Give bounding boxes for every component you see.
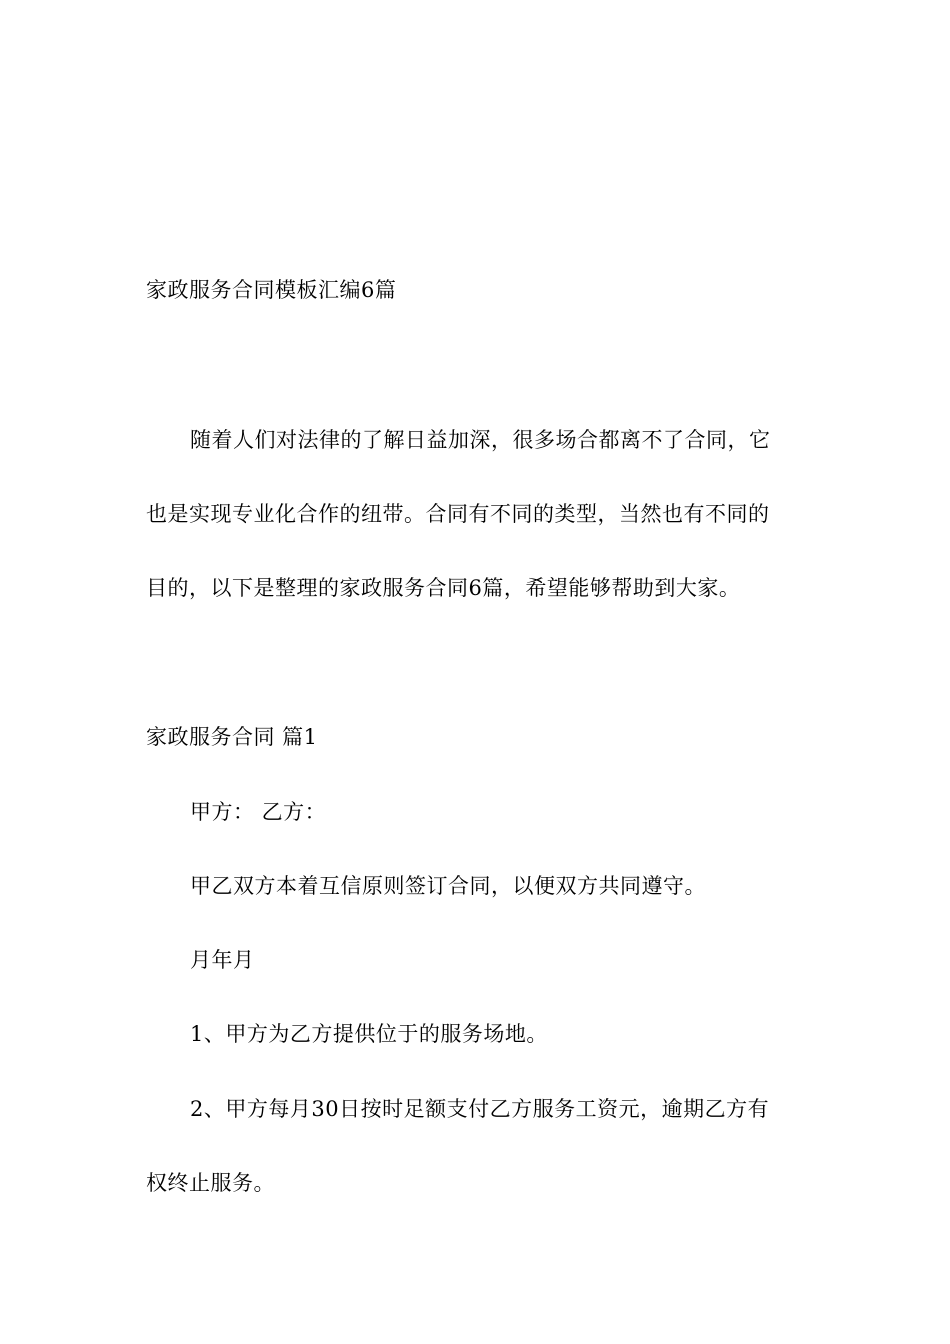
intro-line-2: 也是实现专业化合作的纽带。合同有不同的类型，当然也有不同的 xyxy=(146,502,770,526)
parties-line: 甲方： 乙方： xyxy=(190,800,327,824)
document-title: 家政服务合同模板汇编6篇 xyxy=(146,278,397,302)
dates-line: 月年月 xyxy=(190,948,255,972)
intro-line-1: 随着人们对法律的了解日益加深，很多场合都离不了合同，它 xyxy=(190,428,771,452)
purpose-line: 甲乙双方本着互信原则签订合同，以便双方共同遵守。 xyxy=(190,874,706,898)
clause-2-line-2: 权终止服务。 xyxy=(146,1171,275,1195)
intro-line-3: 目的，以下是整理的家政服务合同6篇，希望能够帮助到大家。 xyxy=(146,576,741,600)
section-heading: 家政服务合同 篇1 xyxy=(146,725,318,749)
clause-2-line-1: 2、甲方每月30日按时足额支付乙方服务工资元，逾期乙方有 xyxy=(190,1097,770,1121)
clause-1: 1、甲方为乙方提供位于的服务场地。 xyxy=(190,1022,548,1046)
